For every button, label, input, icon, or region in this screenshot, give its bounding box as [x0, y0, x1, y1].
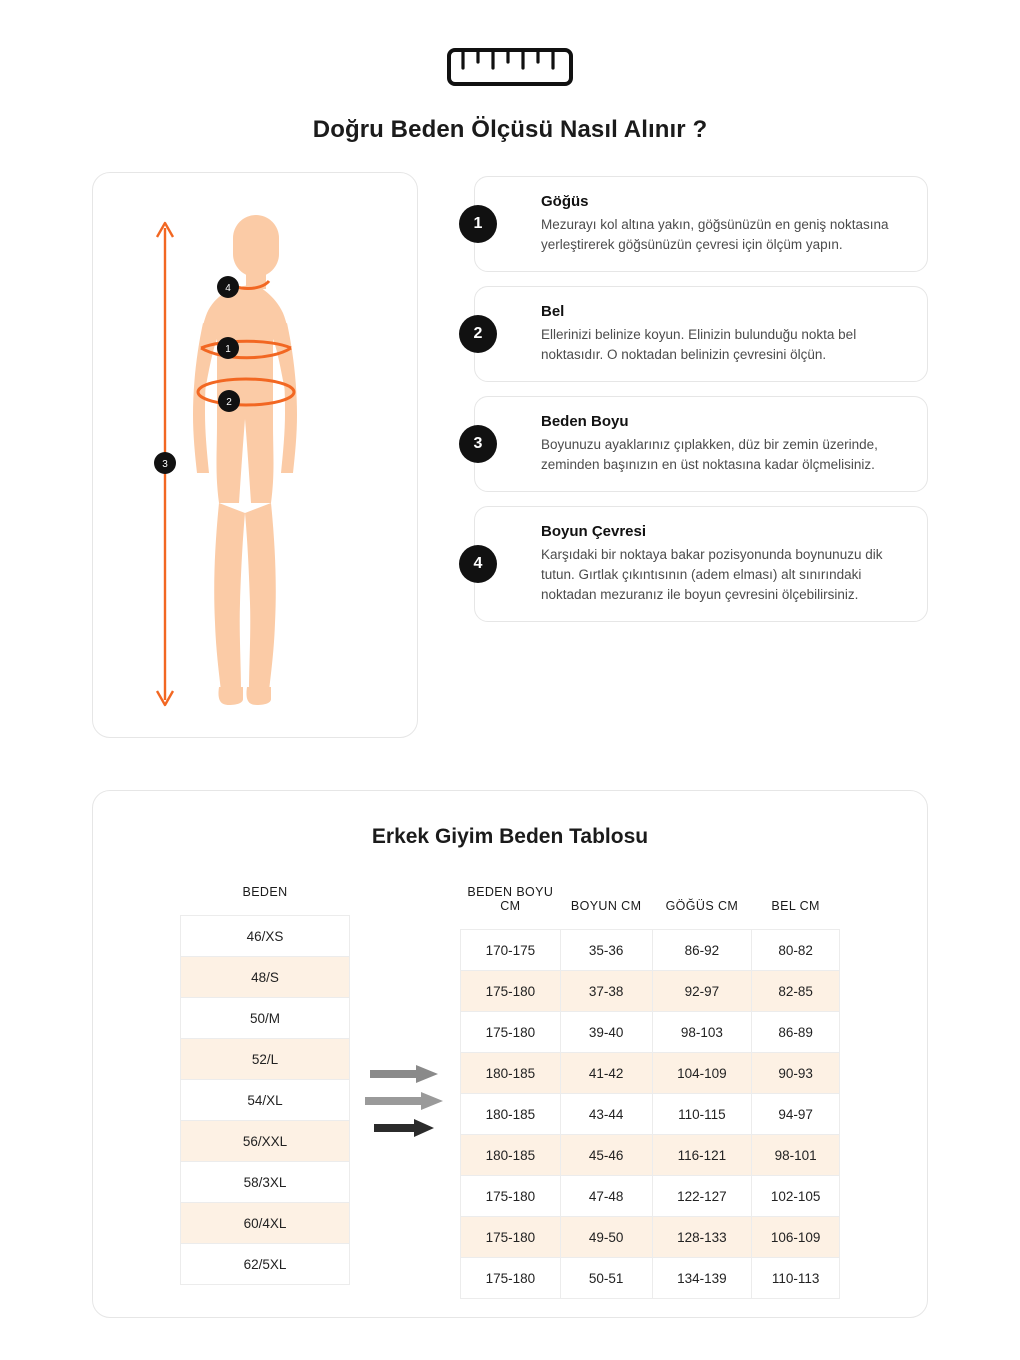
table-row — [461, 1258, 840, 1299]
table-row — [461, 1053, 840, 1094]
svg-text:1: 1 — [225, 344, 231, 355]
cell: 86-92 — [652, 930, 752, 971]
step-text-1: Mezurayı kol altına yakın, göğsünüzün en geniş noktasına yerleştirerek göğsünüzün çevresi için ölçüm yapın. — [541, 217, 889, 252]
cell: 110-115 — [652, 1094, 752, 1135]
cell: 45-46 — [560, 1135, 652, 1176]
step-text-4: Karşıdaki bir noktaya bakar pozisyonunda boynunuzu dik tutun. Gırtlak çıkıntısının (adem elması) alt sınırındaki noktadan mezuranız ile boyun çevresini ölçebilirsiniz. — [541, 547, 883, 602]
cell: 98-103 — [652, 1012, 752, 1053]
cell: 90-93 — [752, 1053, 840, 1094]
cell: 170-175 — [461, 930, 561, 971]
ruler-icon-wrap — [0, 0, 1020, 90]
step-title-2: Bel — [541, 303, 565, 321]
size-cell: 56/XXL — [181, 1121, 350, 1162]
step-card-boyun-cevresi — [474, 506, 928, 622]
arrows-right-icon — [350, 875, 460, 1137]
table-row — [181, 1162, 350, 1203]
cell: 175-180 — [461, 1012, 561, 1053]
table-row — [181, 1244, 350, 1285]
step-card-beden-boyu — [474, 396, 928, 492]
cell: 175-180 — [461, 971, 561, 1012]
header-bel: BEL CM — [771, 899, 820, 913]
size-cell: 50/M — [181, 998, 350, 1039]
table-row — [461, 930, 840, 971]
cell: 106-109 — [752, 1217, 840, 1258]
size-tables-row — [123, 875, 897, 1299]
marker-1 — [217, 337, 239, 359]
measurement-guide-section — [0, 172, 1020, 738]
table-row — [461, 1094, 840, 1135]
step-card-bel — [474, 286, 928, 382]
size-cell: 58/3XL — [181, 1162, 350, 1203]
measurement-table — [460, 875, 840, 1299]
step-badge-4: 4 — [459, 545, 497, 583]
cell: 102-105 — [752, 1176, 840, 1217]
size-cell: 62/5XL — [181, 1244, 350, 1285]
cell: 47-48 — [560, 1176, 652, 1217]
measurement-table-body — [461, 930, 840, 1299]
size-cell: 60/4XL — [181, 1203, 350, 1244]
table-row — [461, 1176, 840, 1217]
size-table-title: Erkek Giyim Beden Tablosu — [371, 825, 649, 848]
size-cell: 54/XL — [181, 1080, 350, 1121]
cell: 104-109 — [652, 1053, 752, 1094]
cell: 49-50 — [560, 1217, 652, 1258]
cell: 37-38 — [560, 971, 652, 1012]
marker-3 — [154, 452, 176, 474]
header-gogus: GÖĞÜS CM — [665, 899, 739, 913]
cell: 175-180 — [461, 1217, 561, 1258]
header-boyun: BOYUN CM — [570, 899, 642, 913]
table-row — [181, 998, 350, 1039]
size-column-table — [180, 875, 350, 1285]
size-column-header: BEDEN — [242, 885, 288, 899]
size-column-body — [181, 916, 350, 1285]
cell: 175-180 — [461, 1176, 561, 1217]
svg-text:3: 3 — [162, 459, 168, 470]
table-row — [181, 957, 350, 998]
cell: 86-89 — [752, 1012, 840, 1053]
cell: 116-121 — [652, 1135, 752, 1176]
cell: 180-185 — [461, 1135, 561, 1176]
steps-list — [474, 172, 928, 622]
marker-4 — [217, 276, 239, 298]
cell: 128-133 — [652, 1217, 752, 1258]
step-text-2: Ellerinizi belinize koyun. Elinizin bulunduğu nokta bel noktasıdır. O noktadan belinizin çevresini ölçün. — [541, 327, 857, 362]
cell: 98-101 — [752, 1135, 840, 1176]
step-text-3: Boyunuzu ayaklarınız çıplakken, düz bir zemin üzerinde, zeminden başınızın en üst noktasına kadar ölçmelisiniz. — [541, 437, 878, 472]
cell: 80-82 — [752, 930, 840, 971]
cell: 50-51 — [560, 1258, 652, 1299]
step-title-3: Beden Boyu — [541, 413, 629, 431]
arrow-icon-1 — [370, 1065, 440, 1083]
body-measurement-figure — [93, 173, 419, 739]
step-card-gogus — [474, 176, 928, 272]
svg-text:4: 4 — [225, 283, 231, 294]
step-badge-2: 2 — [459, 315, 497, 353]
step-title-4: Boyun Çevresi — [541, 523, 647, 541]
size-table-card — [92, 790, 928, 1318]
cell: 43-44 — [560, 1094, 652, 1135]
size-cell: 48/S — [181, 957, 350, 998]
table-row — [181, 1080, 350, 1121]
step-badge-1: 1 — [459, 205, 497, 243]
cell: 41-42 — [560, 1053, 652, 1094]
table-row — [461, 1217, 840, 1258]
arrow-icon-3 — [374, 1119, 436, 1137]
table-row — [461, 1012, 840, 1053]
cell: 39-40 — [560, 1012, 652, 1053]
cell: 110-113 — [752, 1258, 840, 1299]
table-row — [181, 1121, 350, 1162]
cell: 94-97 — [752, 1094, 840, 1135]
cell: 122-127 — [652, 1176, 752, 1217]
marker-2 — [218, 390, 240, 412]
table-row — [461, 1135, 840, 1176]
cell: 180-185 — [461, 1053, 561, 1094]
table-row — [461, 971, 840, 1012]
step-badge-3: 3 — [459, 425, 497, 463]
table-row — [181, 1203, 350, 1244]
cell: 82-85 — [752, 971, 840, 1012]
table-row — [181, 916, 350, 957]
body-figure-card — [92, 172, 418, 738]
cell: 92-97 — [652, 971, 752, 1012]
step-title-1: Göğüs — [541, 193, 589, 210]
ruler-icon — [446, 42, 574, 90]
page-title: Doğru Beden Ölçüsü Nasıl Alınır ? — [312, 116, 708, 143]
size-cell: 52/L — [181, 1039, 350, 1080]
cell: 175-180 — [461, 1258, 561, 1299]
cell: 134-139 — [652, 1258, 752, 1299]
size-cell: 46/XS — [181, 916, 350, 957]
table-row — [181, 1039, 350, 1080]
svg-text:2: 2 — [226, 397, 232, 408]
cell: 180-185 — [461, 1094, 561, 1135]
cell: 35-36 — [560, 930, 652, 971]
arrow-icon-2 — [365, 1092, 445, 1110]
header-beden-boyu: BEDEN BOYU CM — [467, 885, 554, 913]
